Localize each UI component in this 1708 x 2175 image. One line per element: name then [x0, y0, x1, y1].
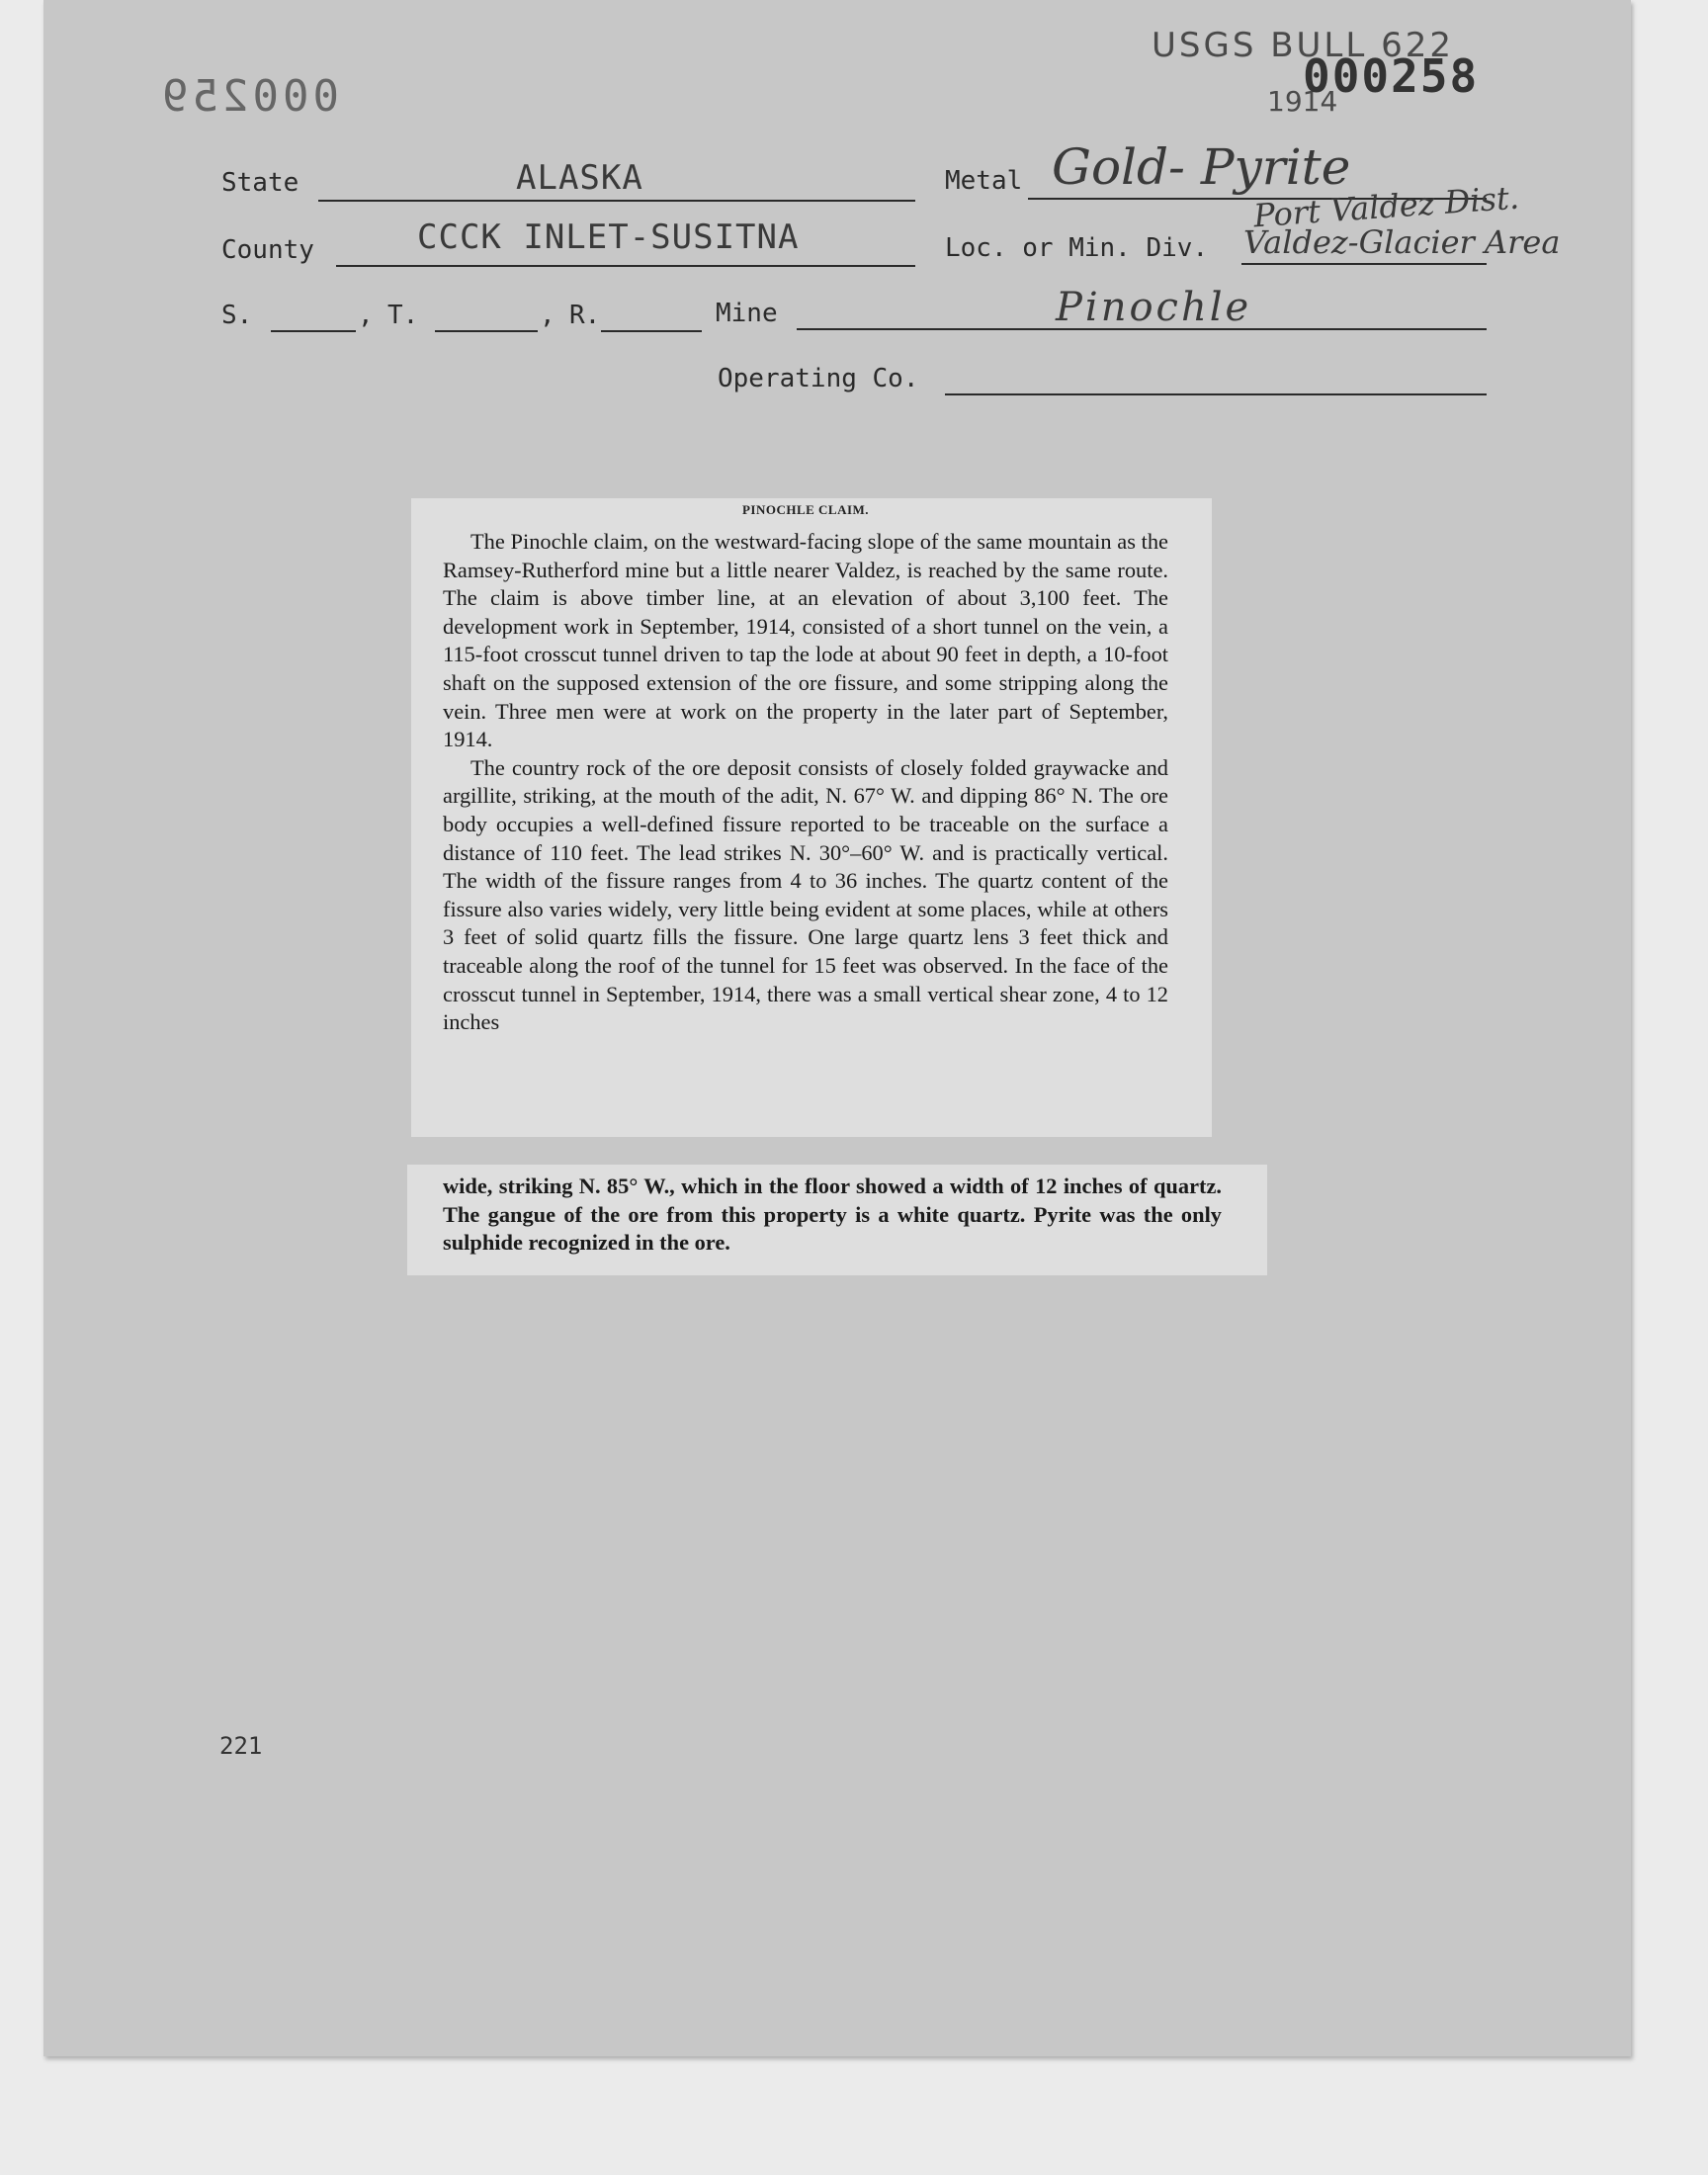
section-line: [271, 330, 356, 332]
clipping-paragraph-1: The Pinochle claim, on the westward-facing slope of the same mountain as the Ramsey-Rutherford mine but a little nearer Valdez, is reached by the same route. The claim is above timber line, at an elevation of about 3,100 feet. The development work in September, 1914, consisted of a short tunnel on the vein, a 115-foot crosscut tunnel driven to tap the lode at about 90 feet in depth, a 10-foot shaft on the supposed extension of the ore fissure, and some stripping along the vein. Three men were at work on the property in the later part of September, 1914.: [443, 529, 1168, 752]
state-value: ALASKA: [516, 158, 643, 198]
county-line: [336, 265, 915, 267]
operating-co-label: Operating Co.: [718, 364, 919, 393]
county-value: CCCK INLET-SUSITNA: [417, 218, 800, 257]
clipping-paragraph-2: The country rock of the ore deposit consists of closely folded graywacke and argillite, striking, at the mouth of the adit, N. 67° W. and dipping 86° N. The ore body occupies a well-defined fissure reported to be traceable on the surface a distance of 110 feet. The lead strikes N. 30°–60° W. and is practically vertical. The width of the fissure ranges from 4 to 36 inches. The quartz content of the fissure also varies widely, very little being evident at some places, while at others 3 feet of solid quartz fills the fissure. One large quartz lens 3 feet thick and traceable along the roof of the tunnel for 15 feet was observed. In the face of the crosscut tunnel in September, 1914, there was a small vertical shear zone, 4 to 12 inches: [443, 754, 1168, 1035]
mine-label: Mine: [716, 299, 778, 328]
metal-label: Metal: [945, 166, 1023, 196]
operating-co-line: [945, 393, 1487, 395]
township-comma: ,: [540, 301, 555, 330]
range-label: R.: [569, 301, 601, 330]
record-number-stamp: 000258: [1303, 49, 1480, 103]
section-comma: ,: [358, 301, 374, 330]
section-label: S.: [221, 301, 253, 330]
loc-label: Loc. or Min. Div.: [945, 233, 1209, 263]
mirrored-file-number: 000259: [158, 71, 339, 122]
mine-value-handwritten: Pinochle: [1056, 285, 1252, 330]
state-label: State: [221, 168, 299, 198]
loc-line: [1241, 263, 1487, 265]
loc-value-handwritten: Valdez-Glacier Area: [1243, 223, 1561, 261]
township-label: T.: [387, 301, 419, 330]
page-number: 221: [219, 1732, 263, 1760]
state-line: [318, 200, 915, 202]
township-line: [435, 330, 538, 332]
metal-value-handwritten: Gold- Pyrite: [1052, 138, 1351, 196]
clipping-paragraph-3: wide, striking N. 85° W., which in the floor showed a width of 12 inches of quartz. The gangue of the ore from this property is a white quartz. Pyrite was the only sulphide recognized in the ore.: [443, 1174, 1222, 1256]
series-stamp: USGS BULL 622: [1152, 26, 1455, 65]
range-line: [601, 330, 702, 332]
clipping-title: PINOCHLE CLAIM.: [741, 502, 870, 517]
district-note-handwritten: Port Valdez Dist.: [1252, 178, 1521, 235]
text-clipping-continuation: [407, 1165, 1267, 1275]
text-clipping-main: [411, 498, 1212, 1137]
county-label: County: [221, 235, 314, 265]
year-stamp: 1914: [1267, 85, 1338, 118]
